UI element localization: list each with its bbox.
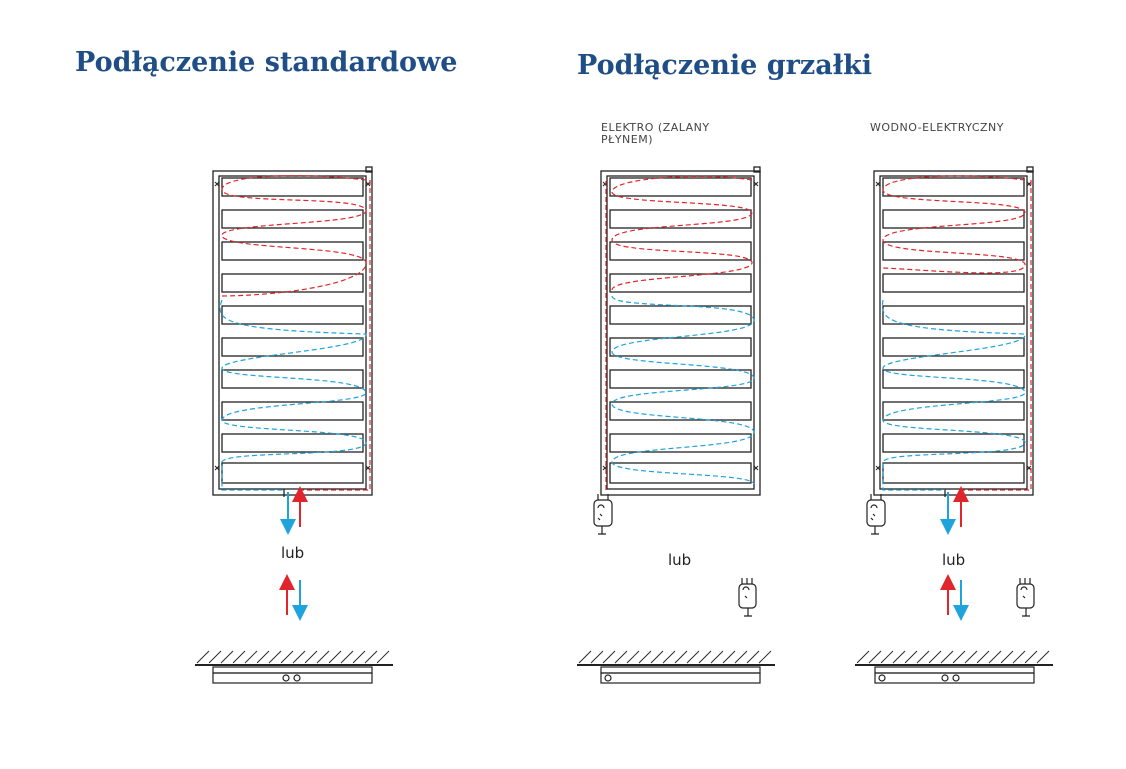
heating-element-icon — [739, 578, 756, 616]
or-label-wodno: lub — [942, 551, 966, 569]
radiator-wodno — [874, 167, 1033, 497]
or-label-standard: lub — [281, 544, 305, 562]
flow-hot-elektro — [606, 176, 752, 490]
heating-element-icon — [867, 494, 885, 534]
or-label-elektro: lub — [668, 551, 692, 569]
flow-hot-wodno — [883, 176, 1031, 490]
radiator-standard — [213, 167, 372, 497]
flow-cold-wodno — [882, 300, 1025, 490]
standard-connection-title: Podłączenie standardowe — [75, 47, 458, 78]
heating-element-icon — [1017, 578, 1034, 616]
heater-connection-title: Podłączenie grzałki — [577, 50, 873, 81]
flow-cold-standard — [220, 300, 366, 490]
wall-mount-side-view-icon — [195, 651, 393, 683]
wodno-variant-label: WODNO-ELEKTRYCZNY — [870, 121, 1004, 134]
radiator-elektro — [601, 167, 760, 495]
wall-mount-side-view-icon — [855, 651, 1053, 683]
heating-element-icon — [594, 494, 612, 534]
flow-hot-standard — [222, 176, 370, 490]
wall-mount-side-view-icon — [577, 651, 775, 683]
elektro-variant-label: ELEKTRO (ZALANY PŁYNEM) — [601, 121, 710, 146]
